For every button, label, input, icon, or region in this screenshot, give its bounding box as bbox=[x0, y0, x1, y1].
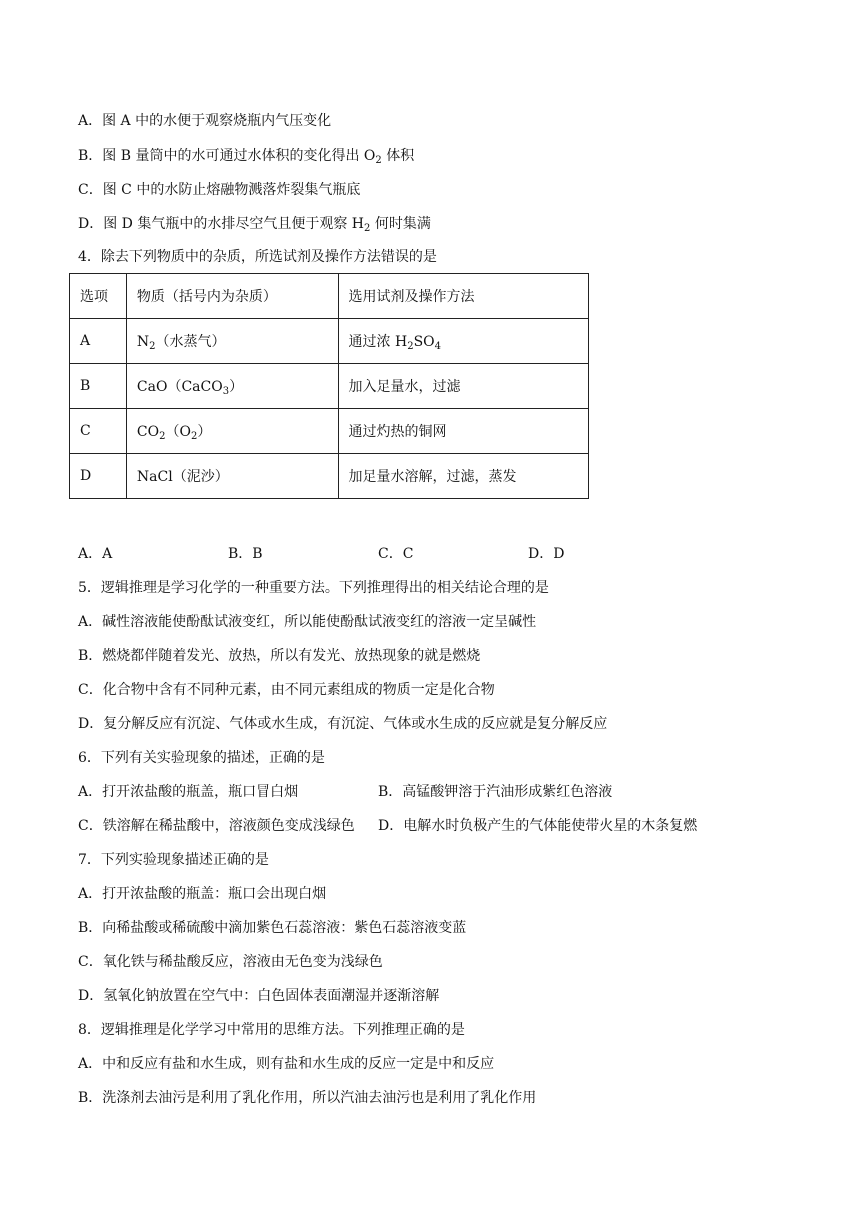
q7-option-a: A．打开浓盐酸的瓶盖：瓶口会出现白烟 bbox=[78, 886, 327, 902]
row-substance: CaO（CaCO$_3$） bbox=[126, 364, 338, 409]
q7-option-b: B．向稀盐酸或稀硫酸中滴加紫色石蕊溶液：紫色石蕊溶液变蓝 bbox=[78, 920, 467, 936]
q4-stem: 4．除去下列物质中的杂质，所选试剂及操作方法错误的是 bbox=[78, 249, 437, 265]
table-header-row bbox=[70, 274, 589, 319]
q6-option-c: C．铁溶解在稀盐酸中，溶液颜色变成浅绿色 bbox=[78, 818, 355, 834]
q3-option-a: A．图 A 中的水便于观察烧瓶内气压变化 bbox=[78, 113, 332, 129]
impurity-table bbox=[69, 273, 589, 499]
row-substance: $CO_2(O_2)$ bbox=[126, 409, 338, 454]
q7-stem: 7．下列实验现象描述正确的是 bbox=[78, 852, 269, 868]
q5-option-b: B．燃烧都伴随着发光、放热，所以有发光、放热现象的就是燃烧 bbox=[78, 648, 481, 664]
q4-option-a: A．A bbox=[78, 546, 113, 562]
table-row bbox=[70, 319, 589, 364]
table-row bbox=[70, 364, 589, 409]
row-substance: $N_2$（水蒸气） bbox=[126, 319, 338, 364]
row-method: 加足量水溶解，过滤，蒸发 bbox=[338, 454, 588, 499]
q4-option-c: C．C bbox=[378, 546, 414, 562]
q6-option-b: B．高锰酸钾溶于汽油形成紫红色溶液 bbox=[378, 784, 613, 800]
q7-option-c: C．氧化铁与稀盐酸反应，溶液由无色变为浅绿色 bbox=[78, 954, 383, 970]
q5-option-d: D．复分解反应有沉淀、气体或水生成，有沉淀、气体或水生成的反应就是复分解反应 bbox=[78, 716, 608, 732]
table-row bbox=[70, 454, 589, 499]
row-method: 通过浓 $H_2SO_4$ bbox=[338, 319, 588, 364]
q8-option-a: A．中和反应有盐和水生成，则有盐和水生成的反应一定是中和反应 bbox=[78, 1056, 495, 1072]
q5-stem: 5．逻辑推理是学习化学的一种重要方法。下列推理得出的相关结论合理的是 bbox=[78, 580, 549, 596]
row-option: B bbox=[70, 364, 127, 409]
header-option: 选项 bbox=[70, 274, 127, 319]
q3-option-b: B．图 B 量筒中的水可通过水体积的变化得出 $O_2$ 体积 bbox=[78, 148, 415, 166]
q5-option-c: C．化合物中含有不同种元素，由不同元素组成的物质一定是化合物 bbox=[78, 682, 495, 698]
row-option: D bbox=[70, 454, 127, 499]
q6-option-d: D．电解水时负极产生的气体能使带火星的木条复燃 bbox=[378, 818, 698, 834]
q6-stem: 6．下列有关实验现象的描述，正确的是 bbox=[78, 750, 325, 766]
row-method: 加入足量水，过滤 bbox=[338, 364, 588, 409]
q6-option-a: A．打开浓盐酸的瓶盖，瓶口冒白烟 bbox=[78, 784, 299, 800]
row-option: C bbox=[70, 409, 127, 454]
q3-option-c: C．图 C 中的水防止熔融物溅落炸裂集气瓶底 bbox=[78, 182, 361, 198]
q8-stem: 8．逻辑推理是化学学习中常用的思维方法。下列推理正确的是 bbox=[78, 1022, 465, 1038]
q4-option-d: D．D bbox=[528, 546, 565, 562]
row-method: 通过灼热的铜网 bbox=[338, 409, 588, 454]
q4-option-b: B．B bbox=[228, 546, 263, 562]
q3-option-d: D．图 D 集气瓶中的水排尽空气且便于观察 $H_2$ 何时集满 bbox=[78, 216, 431, 234]
q5-option-a: A．碱性溶液能使酚酞试液变红，所以能使酚酞试液变红的溶液一定呈碱性 bbox=[78, 614, 537, 630]
header-substance: 物质（括号内为杂质） bbox=[126, 274, 338, 319]
row-substance: NaCl（泥沙） bbox=[126, 454, 338, 499]
row-option: A bbox=[70, 319, 127, 364]
table-row bbox=[70, 409, 589, 454]
header-method: 选用试剂及操作方法 bbox=[338, 274, 588, 319]
q8-option-b: B．洗涤剂去油污是利用了乳化作用，所以汽油去油污也是利用了乳化作用 bbox=[78, 1090, 537, 1106]
q7-option-d: D．氢氧化钠放置在空气中：白色固体表面潮湿并逐渐溶解 bbox=[78, 988, 440, 1004]
